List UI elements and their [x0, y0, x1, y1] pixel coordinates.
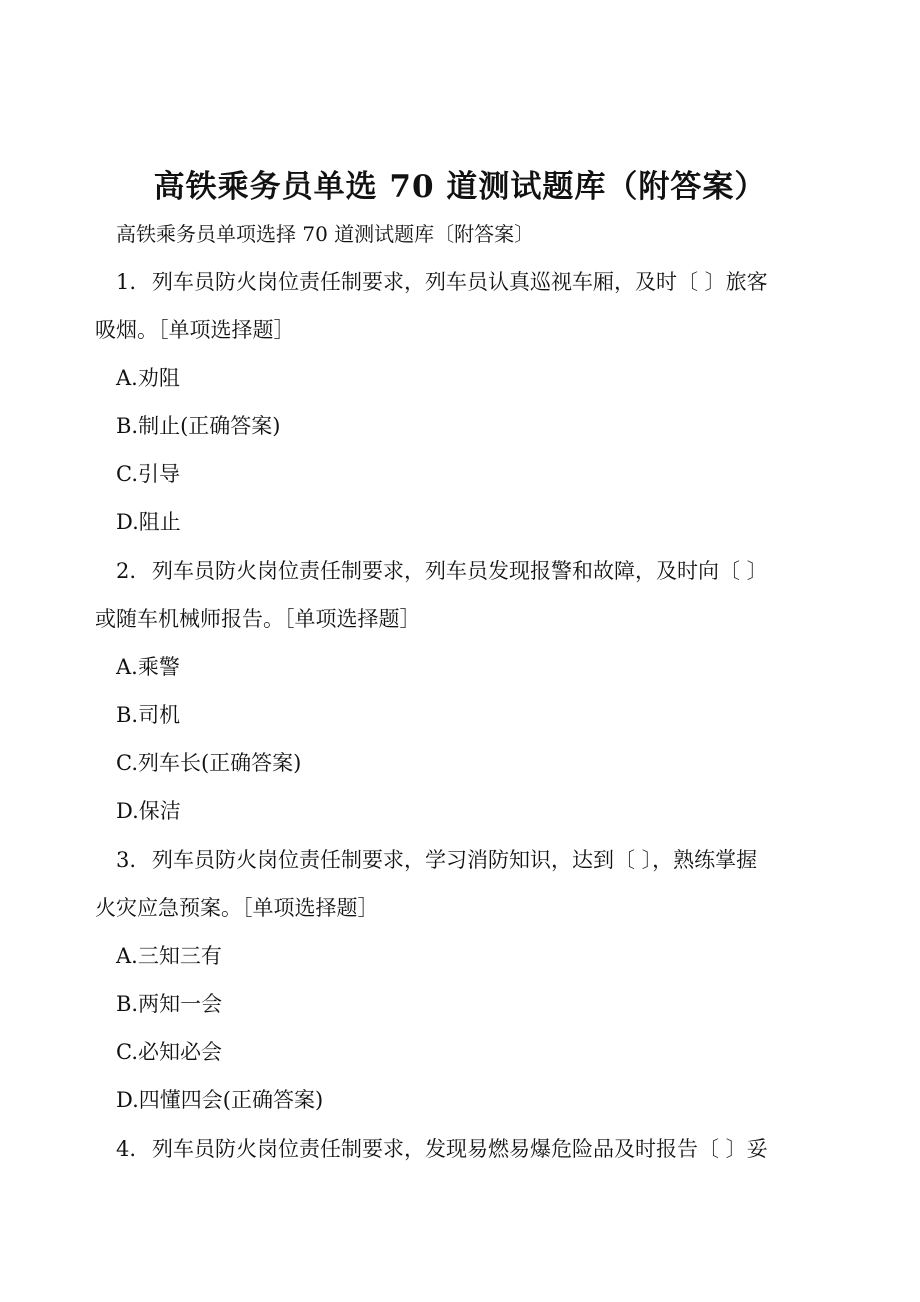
- question-4-text: 列车员防火岗位责任制要求，发现易燃易爆危险品及时报告〔 〕妥: [152, 1137, 768, 1161]
- question-3-option-c: C.必知必会: [116, 1040, 222, 1064]
- question-1-option-a: A.劝阻: [116, 366, 180, 390]
- question-1-option-b: B.制止(正确答案): [116, 414, 281, 438]
- question-1-option-d: D.阻止: [116, 510, 181, 534]
- question-3-number: 3.: [116, 848, 137, 872]
- question-4-number: 4.: [116, 1137, 137, 1161]
- question-3-option-b: B.两知一会: [116, 992, 223, 1016]
- question-2-line-1: [95, 555, 840, 587]
- question-3-option-a: A.三知三有: [116, 944, 222, 968]
- question-2-text: 列车员防火岗位责任制要求，列车员发现报警和故障，及时向〔 〕: [152, 559, 768, 583]
- question-1-text: 列车员防火岗位责任制要求，列车员认真巡视车厢，及时〔 〕旅客: [152, 270, 768, 294]
- question-2-line-2: 或随车机械师报告。［单项选择题］: [95, 607, 421, 631]
- question-1-line-1: [95, 266, 840, 298]
- question-3-line-2: 火灾应急预案。［单项选择题］: [95, 896, 379, 920]
- question-2-option-d: D.保洁: [116, 799, 181, 823]
- question-4-line-1: [95, 1133, 840, 1165]
- question-3-text: 列车员防火岗位责任制要求，学习消防知识，达到〔 〕，熟练掌握: [152, 848, 758, 872]
- question-3-option-d: D.四懂四会(正确答案): [116, 1088, 324, 1112]
- question-1-number: 1.: [116, 270, 137, 294]
- question-2-option-a: A.乘警: [116, 655, 180, 679]
- question-2-option-c: C.列车长(正确答案): [116, 751, 302, 775]
- question-2-number: 2.: [116, 559, 137, 583]
- document-title: 高铁乘务员单选 70 道测试题库（附答案）: [153, 169, 767, 205]
- question-1-option-c: C.引导: [116, 462, 180, 486]
- question-2-option-b: B.司机: [116, 703, 181, 727]
- question-1-line-2: 吸烟。［单项选择题］: [95, 318, 295, 342]
- document-subtitle: 高铁乘务员单项选择 70 道测试题库〔附答案〕: [116, 222, 535, 246]
- question-3-line-1: [95, 844, 840, 876]
